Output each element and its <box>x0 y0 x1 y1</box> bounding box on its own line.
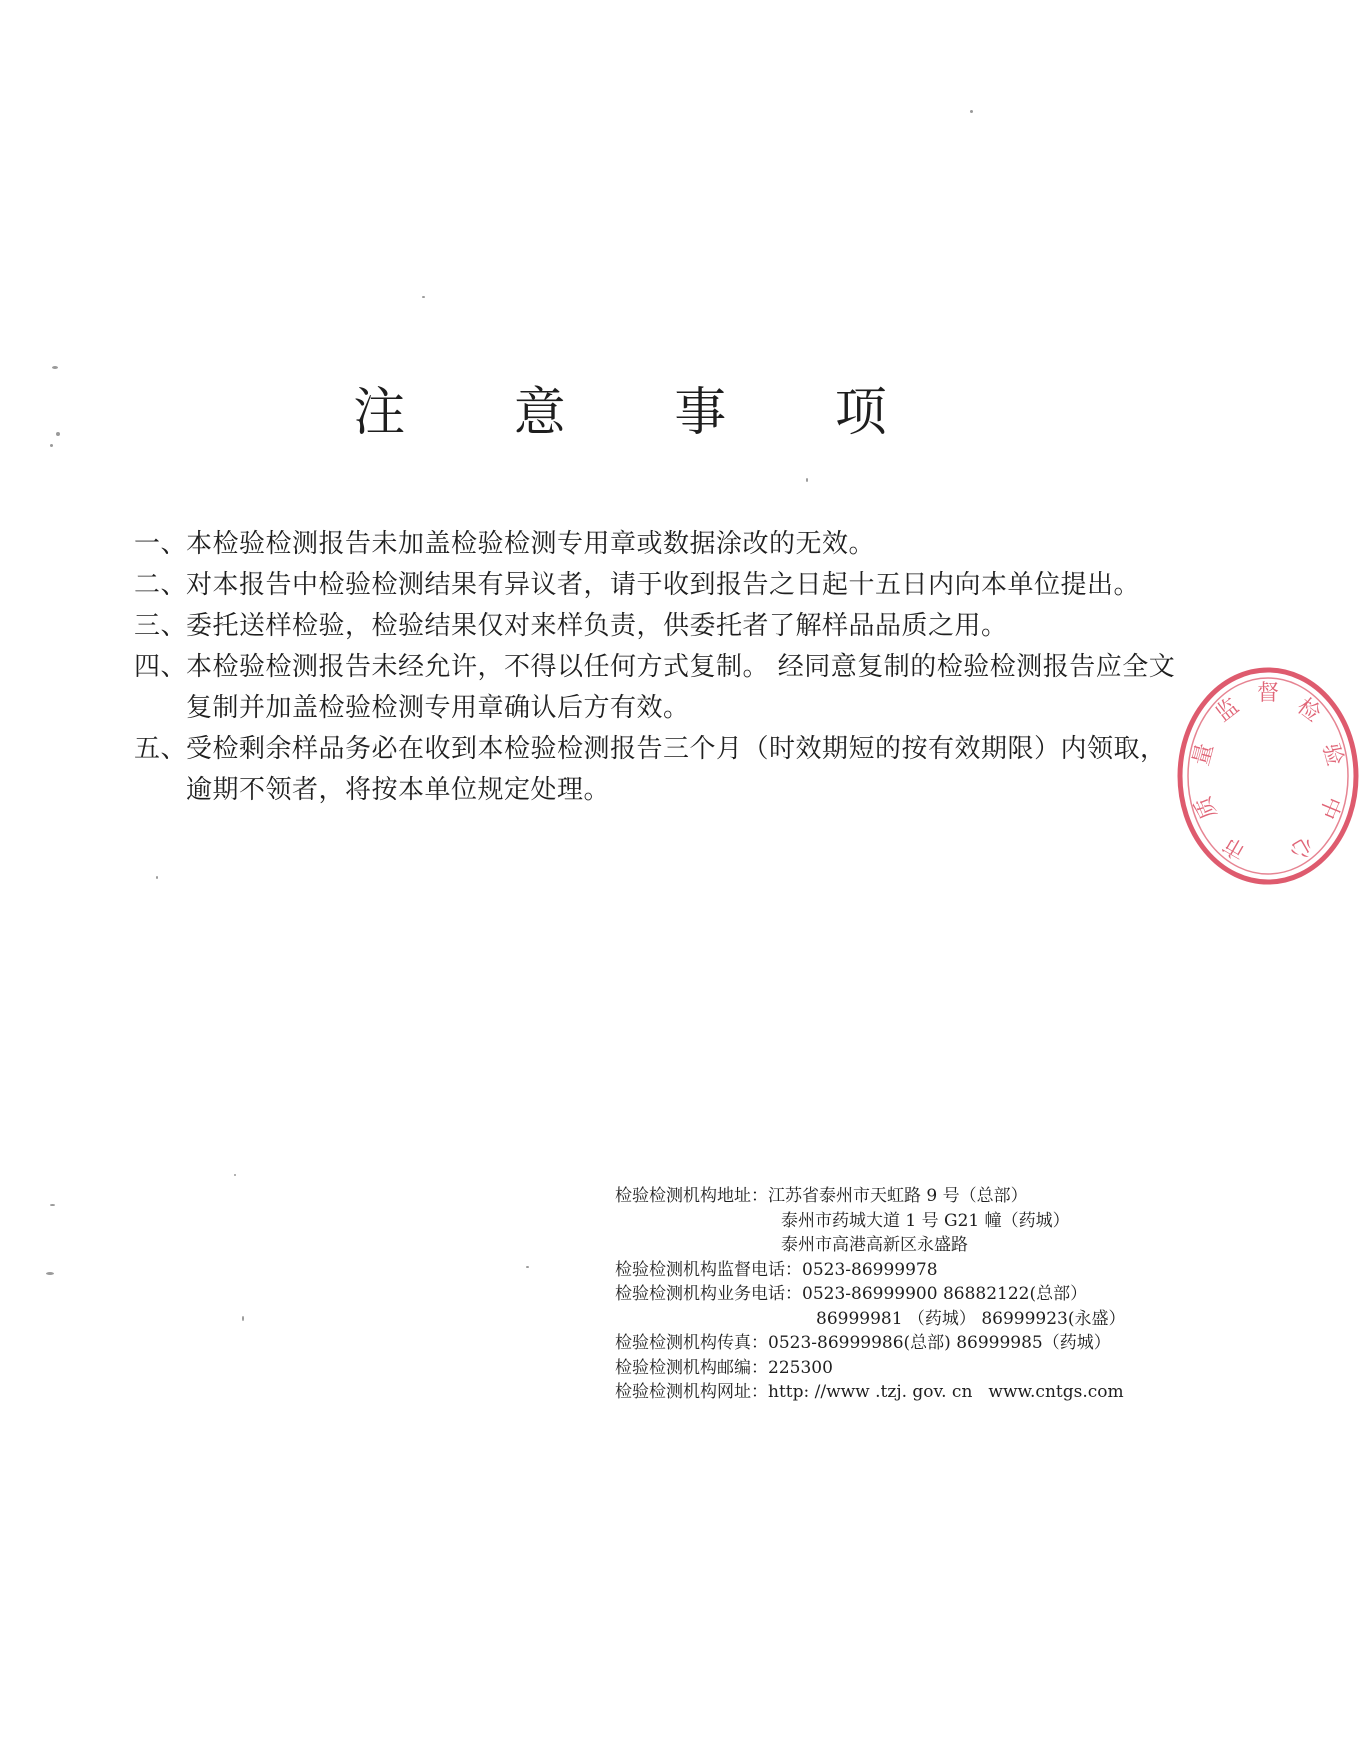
website-url: www.cntgs.com <box>988 1382 1124 1402</box>
seal-character: 监 <box>1211 693 1244 728</box>
scan-speck <box>422 296 425 298</box>
scan-speck <box>242 1316 244 1321</box>
fax-label: 检验检测机构传真： <box>615 1333 768 1353</box>
notice-item <box>134 524 1184 565</box>
website-row <box>615 1380 1215 1405</box>
website-label: 检验检测机构网址： <box>615 1382 768 1402</box>
fax-row <box>615 1331 1215 1356</box>
scan-speck <box>56 432 60 436</box>
official-seal <box>1168 656 1368 896</box>
notice-number: 五、 <box>134 734 188 764</box>
address-line: 泰州市药城大道 1 号 G21 幢（药城） <box>781 1210 1070 1231</box>
notice-item <box>134 729 1184 811</box>
seal-character: 量 <box>1188 740 1219 769</box>
business-phone: 0523-86999900 86882122(总部） <box>802 1284 1088 1304</box>
notice-text: 委托送样检验，检验结果仅对来样负责，供委托者了解样品品质之用。 <box>186 611 1008 641</box>
scan-speck <box>234 1174 236 1176</box>
notice-text: 本检验检测报告未经允许，不得以任何方式复制。 经同意复制的检验检测报告应全文复制并加盖检验检测专用章确认后方有效。 <box>186 652 1176 723</box>
seal-character: 市 <box>1218 831 1251 864</box>
seal-character: 中 <box>1313 792 1346 823</box>
scan-speck <box>970 110 973 113</box>
address-row <box>615 1209 1215 1234</box>
address-row <box>615 1233 1215 1258</box>
notice-item <box>134 565 1184 606</box>
notice-number: 四、 <box>134 652 188 682</box>
fax-number: 0523-86999986(总部) 86999985（药城） <box>768 1333 1111 1353</box>
scan-speck <box>526 1266 529 1268</box>
notice-number: 二、 <box>134 570 188 600</box>
notice-text: 对本报告中检验检测结果有异议者，请于收到报告之日起十五日内向本单位提出。 <box>186 570 1141 600</box>
seal-character: 验 <box>1317 740 1348 769</box>
scan-speck <box>50 1204 55 1206</box>
scan-speck <box>52 366 58 369</box>
notice-number: 三、 <box>134 611 188 641</box>
postcode-row <box>615 1356 1215 1381</box>
scan-speck <box>806 478 808 482</box>
notice-number: 一、 <box>134 529 188 559</box>
business-phone: 86999981 （药城） 86999923(永盛） <box>816 1308 1126 1329</box>
address-row <box>615 1184 1215 1209</box>
page-title: 注 意 事 项 <box>353 383 933 443</box>
supervision-phone-label: 检验检测机构监督电话： <box>615 1259 802 1280</box>
supervision-phone-row <box>615 1258 1215 1283</box>
supervision-phone: 0523-86999978 <box>802 1259 938 1280</box>
notice-text: 本检验检测报告未加盖检验检测专用章或数据涂改的无效。 <box>186 529 876 559</box>
postcode: 225300 <box>768 1357 833 1378</box>
seal-character: 质 <box>1190 792 1223 823</box>
seal-character: 督 <box>1256 681 1280 706</box>
business-phone-row <box>615 1307 1215 1332</box>
notice-item <box>134 606 1184 647</box>
contact-info <box>615 1184 1215 1405</box>
notice-item <box>134 647 1184 729</box>
postcode-label: 检验检测机构邮编： <box>615 1357 768 1378</box>
business-phone-label: 检验检测机构业务电话： <box>615 1284 802 1304</box>
seal-character: 心 <box>1285 831 1318 864</box>
scan-speck <box>156 876 158 879</box>
address-label: 检验检测机构地址： <box>615 1186 768 1206</box>
business-phone-row <box>615 1282 1215 1307</box>
website-url: http: //www .tzj. gov. cn <box>768 1382 973 1402</box>
seal-character: 检 <box>1292 693 1325 728</box>
scan-speck <box>46 1272 54 1275</box>
address-line: 江苏省泰州市天虹路 9 号（总部） <box>768 1186 1028 1206</box>
address-line: 泰州市高港高新区永盛路 <box>781 1235 968 1255</box>
notice-list <box>134 524 1184 811</box>
scan-speck <box>50 444 53 447</box>
notice-text: 受检剩余样品务必在收到本检验检测报告三个月（时效期短的按有效期限）内领取，逾期不领者，将按本单位规定处理。 <box>186 734 1167 805</box>
seal-graphic <box>1168 656 1368 896</box>
